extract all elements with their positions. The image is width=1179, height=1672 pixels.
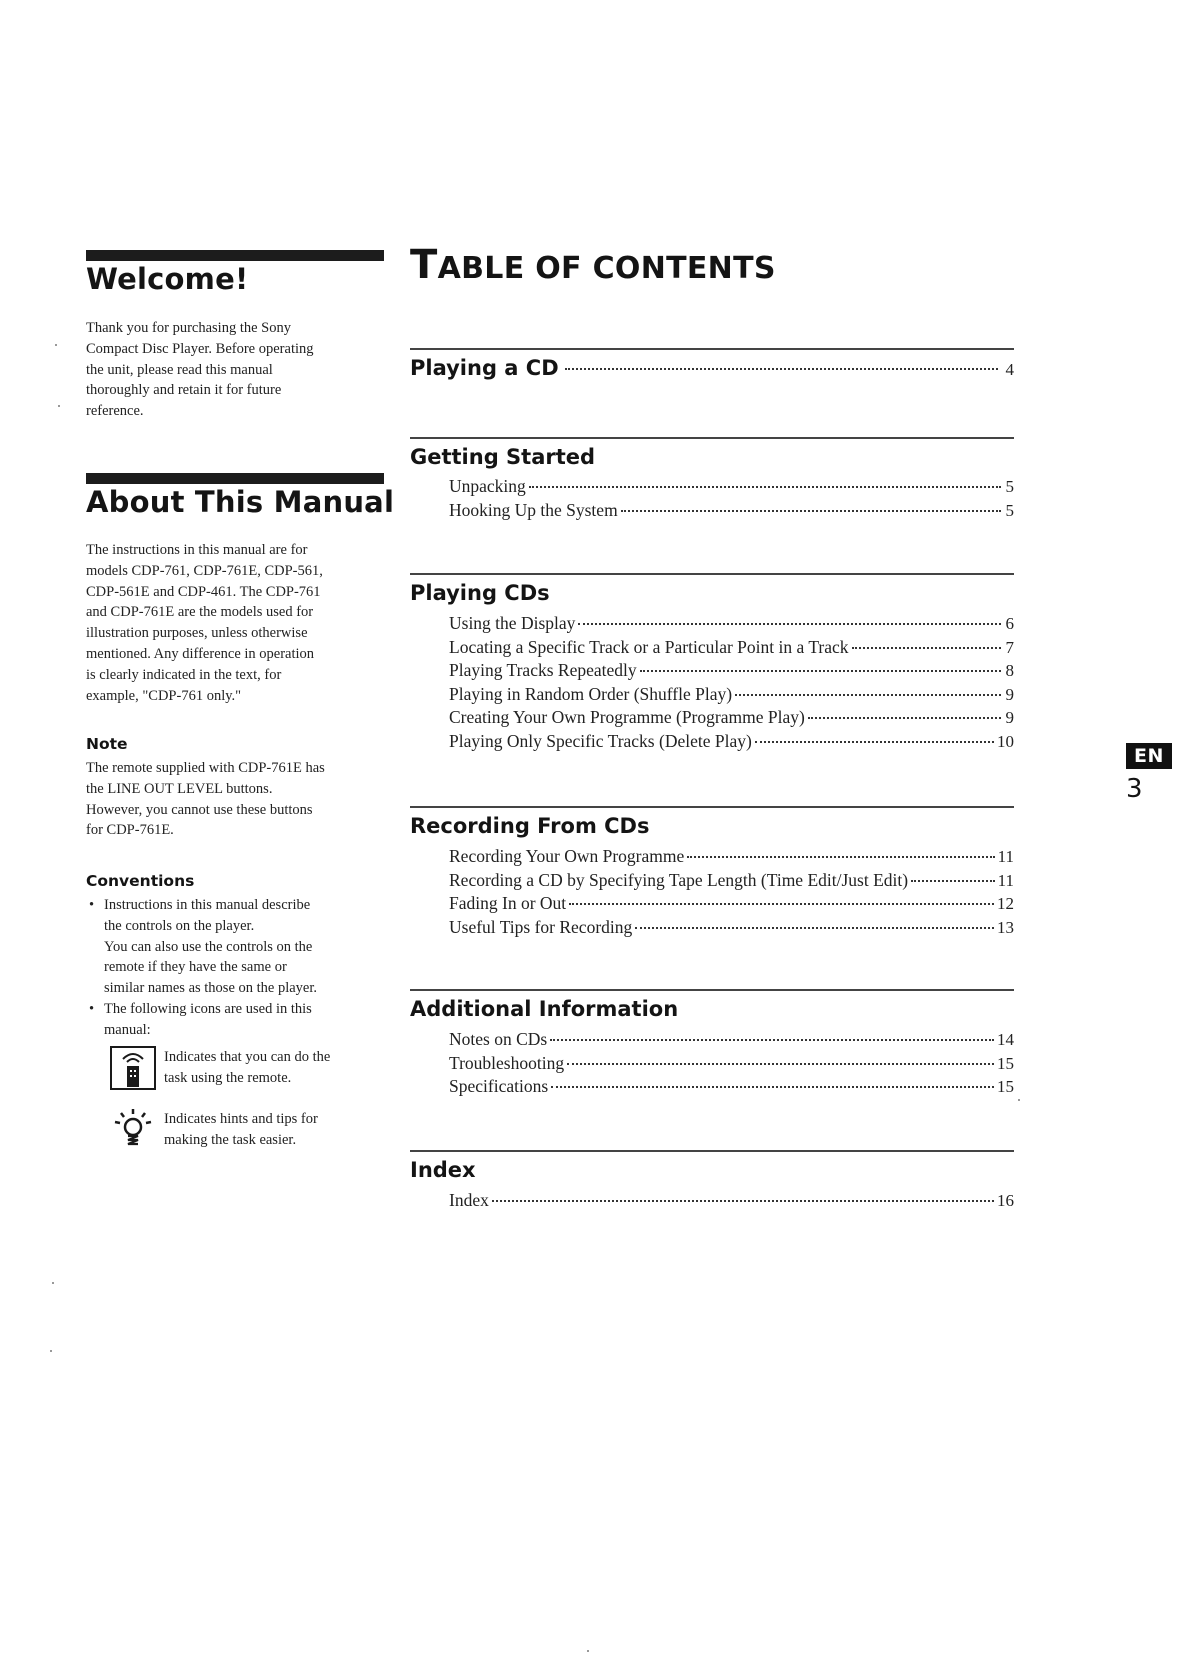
page-ref: 4 xyxy=(1005,360,1014,379)
note-heading: Note xyxy=(86,735,128,753)
scan-speck xyxy=(50,1350,52,1352)
about-rule xyxy=(86,473,384,484)
toc-title: TABLE OF CONTENTS xyxy=(410,242,776,288)
section-rule xyxy=(410,1150,1014,1152)
note-body: The remote supplied with CDP-761E has the LINE OUT LEVEL buttons. However, you cannot use these buttons for CDP-761E. xyxy=(86,760,325,839)
section-heading: Recording From CDs xyxy=(410,814,650,838)
toc-entry[interactable]: Locating a Specific Track or a Particular Point in a Track 7 xyxy=(449,636,1014,657)
toc-entry[interactable]: Playing Tracks Repeatedly 8 xyxy=(449,660,1014,681)
toc-entry[interactable]: Playing Only Specific Tracks (Delete Play) 10 xyxy=(449,730,1014,751)
language-tab: EN xyxy=(1126,743,1172,769)
list-item: • The following icons are used in this manual: xyxy=(86,999,386,1041)
about-body: The instructions in this manual are for models CDP-761, CDP-761E, CDP-561, CDP-561E and CDP-461. The CDP-761 and CDP-761E are the models used for illustration purposes, unless otherwise mentioned. Any difference in operation is clearly indicated in the text, for example, "CDP-761 only." xyxy=(86,542,323,704)
scan-speck xyxy=(58,405,60,407)
scan-speck xyxy=(55,344,57,346)
toc-entry[interactable]: Recording Your Own Programme 11 xyxy=(449,846,1014,866)
welcome-heading: Welcome! xyxy=(86,262,249,296)
section-rule xyxy=(410,348,1014,350)
section-rule xyxy=(410,573,1014,575)
welcome-body: Thank you for purchasing the Sony Compact Disc Player. Before operating the unit, please read this manual thoroughly and retain it for future reference. xyxy=(86,320,314,420)
remote-icon-legend xyxy=(110,1045,380,1091)
scan-speck xyxy=(52,1282,54,1284)
tip-icon-legend xyxy=(110,1107,380,1153)
section-heading: Playing CDs xyxy=(410,581,550,605)
section-heading: Index xyxy=(410,1158,476,1182)
toc-entry[interactable]: Specifications 15 xyxy=(449,1076,1014,1097)
section-heading: Additional Information xyxy=(410,997,679,1021)
toc-entry[interactable]: Troubleshooting 15 xyxy=(449,1052,1014,1073)
remote-icon xyxy=(110,1045,156,1091)
conventions-heading: Conventions xyxy=(86,872,195,890)
section-heading: Playing a CD xyxy=(410,356,559,380)
section-heading: Getting Started xyxy=(410,445,596,469)
welcome-rule xyxy=(86,250,384,261)
toc-entry[interactable]: Recording a CD by Specifying Tape Length (Time Edit/Just Edit) 11 xyxy=(449,869,1014,890)
toc-entry[interactable]: Useful Tips for Recording 13 xyxy=(449,916,1014,937)
scan-speck xyxy=(587,1650,589,1652)
toc-entry[interactable]: Unpacking 5 xyxy=(449,476,1014,496)
toc-entry[interactable]: Hooking Up the System 5 xyxy=(449,499,1014,520)
section-rule xyxy=(410,437,1014,439)
conventions-list xyxy=(86,895,386,1041)
about-heading: About This Manual xyxy=(86,485,395,519)
list-item: • Instructions in this manual describe the controls on the player. You can also use the controls on the remote if they have the same or similar names as those on the player. xyxy=(86,895,386,999)
toc-entry[interactable]: Creating Your Own Programme (Programme Play) 9 xyxy=(449,707,1014,728)
toc-entry[interactable]: Notes on CDs 14 xyxy=(449,1029,1014,1049)
dot-leader xyxy=(565,368,998,370)
scan-speck xyxy=(1018,1099,1020,1101)
lightbulb-tip-icon xyxy=(110,1107,156,1153)
section-rule xyxy=(410,989,1014,991)
toc-entry[interactable]: Index 16 xyxy=(449,1190,1014,1210)
tip-icon-text: Indicates hints and tips for making the task easier. xyxy=(164,1111,318,1148)
section-rule xyxy=(410,806,1014,808)
page-number: 3 xyxy=(1126,774,1143,804)
toc-entry[interactable]: Fading In or Out 12 xyxy=(449,893,1014,914)
remote-icon-text: Indicates that you can do the task using the remote. xyxy=(164,1049,331,1086)
toc-entry[interactable]: Using the Display 6 xyxy=(449,613,1014,633)
toc-entry[interactable]: Playing in Random Order (Shuffle Play) 9 xyxy=(449,683,1014,704)
